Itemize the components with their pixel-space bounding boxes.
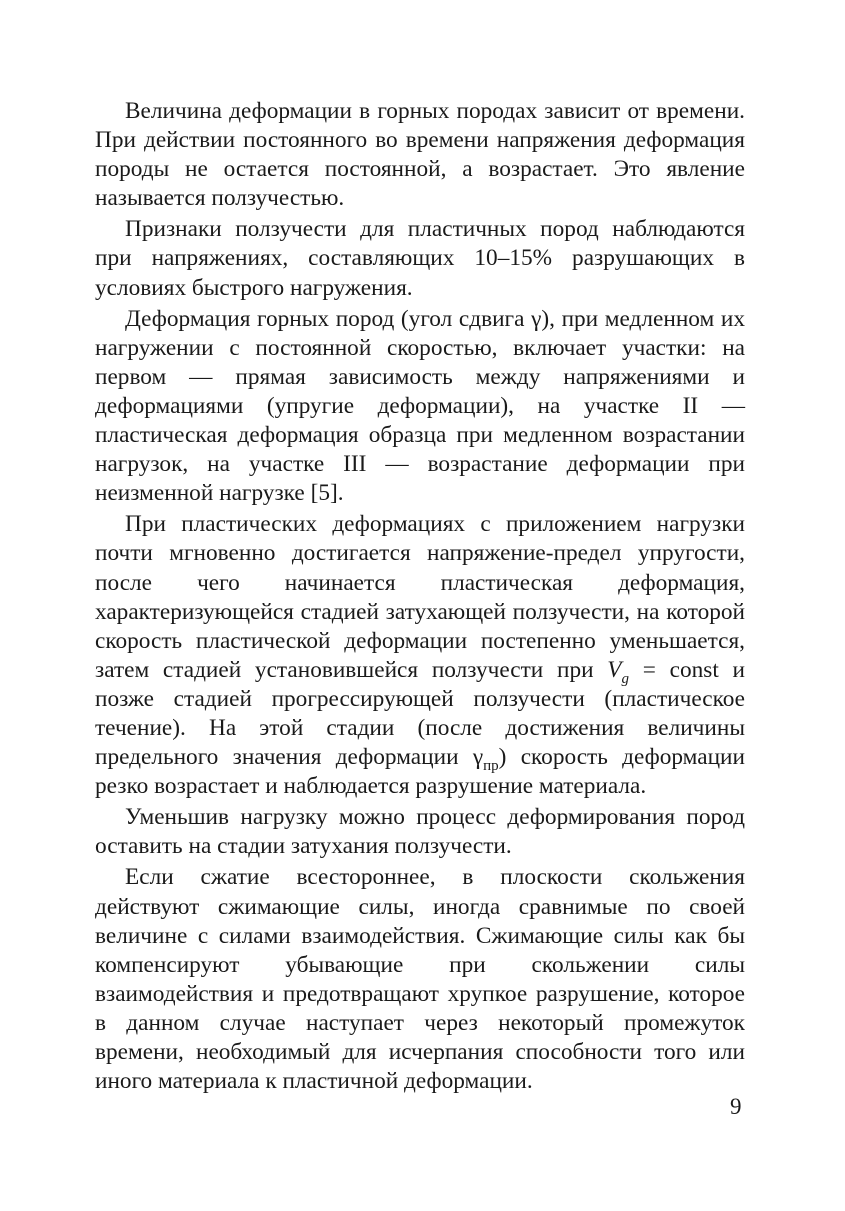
text-segment: ) скорость деформации резко возрастает и наблюдается разрушение материала.	[95, 744, 745, 800]
paragraph-deformation-stages: Деформация горных пород (угол сдвига γ), при медленном их нагружении с постоянной скоростью, включает участки: на первом — прямая зависимость между напряжениями и деформациями (упругие деформации), на участке II — пластическая деформация образца при медленном возрастании нагрузок, на участке III — возрастание деформации при неизменной нагрузке [5].	[95, 305, 745, 507]
paragraph-plastic-deformation	[95, 510, 745, 801]
gamma-subscript: пр	[483, 758, 499, 775]
text-segment: При пластических деформациях с приложением нагрузки почти мгновенно достигается напряжение-предел упругости, после чего начинается пластическая деформация, характеризующейся стадией затухающей ползучести, на которой скорость пластической деформации постепенно уменьшается, затем стадией установившейся ползучести при	[95, 511, 745, 683]
text-segment: = const и позже стадией прогрессирующей ползучести (пластическое течение). На этой стадии (после достижения величины предельного значения деформации γ	[95, 656, 745, 771]
page-number: 9	[730, 1094, 742, 1119]
paragraph-all-round-compression: Если сжатие всестороннее, в плоскости скольжения действуют сжимающие силы, иногда сравнимые по своей величине с силами взаимодействия. Сжимающие силы как бы компенсируют убывающие при скольжении силы взаимодействия и предотвращают хрупкое разрушение, которое в данном случае наступает через некоторый промежуток времени, необходимый для исчерпания способности того или иного материала к пластичной деформации.	[95, 864, 745, 1095]
paragraph-load-reduction: Уменьшив нагрузку можно процесс деформирования пород оставить на стадии затухания ползучести.	[95, 804, 745, 860]
velocity-variable: V	[607, 656, 622, 683]
paragraph-creep-definition: Величина деформации в горных породах зависит от времени. При действии постоянного во времени напряжения деформация породы не остается постоянной, а возрастает. Это явление называется ползучестью.	[95, 98, 745, 212]
paragraph-creep-signs: Признаки ползучести для пластичных пород наблюдаются при напряжениях, составляющих 10–15% разрушающих в условиях быстрого нагружения.	[95, 216, 745, 301]
page-body-text	[95, 97, 745, 1098]
velocity-subscript: g	[621, 670, 630, 687]
